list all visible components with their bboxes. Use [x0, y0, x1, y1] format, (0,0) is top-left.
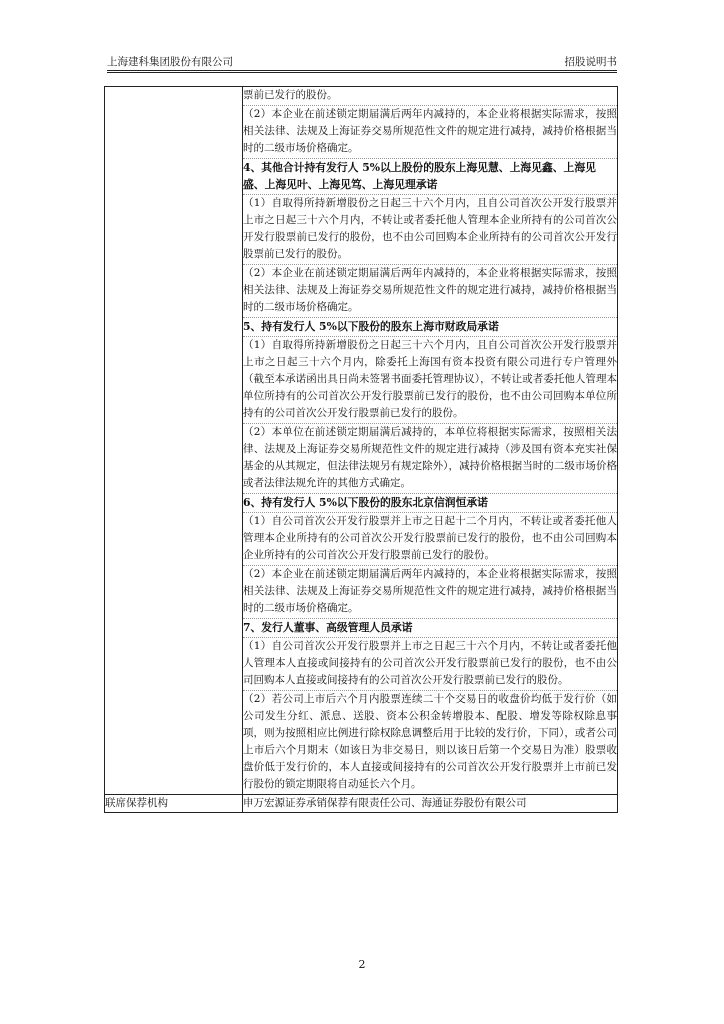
- section-heading-6: 6、持有发行人 5%以下股份的股东北京信润恒承诺: [243, 494, 617, 513]
- header-rule: [107, 72, 617, 73]
- paragraph-6-1: （1）自公司首次公开发行股票并上市之日起十二个月内，不转让或者委托他人管理本企业所持有的公司首次公开发行股票前已发行的股份，也不由公司回购本企业所持有的公司首次公开发行股票前已发行的股份。: [243, 513, 617, 566]
- section-heading-7: 7、发行人董事、高级管理人员承诺: [243, 619, 617, 638]
- paragraph-5-1: （1）自取得所持新增股份之日起三十六个月内，且自公司首次公开发行股票并上市之日起三十六个月内，除委托上海国有资本投资有限公司进行专户管理外（截至本承诺函出具日尚未签署书面委托管理协议），不转让或者委托他人管理本单位所持有的公司首次公开发行股票前已发行的股份，也不由公司回购本单位所持有的公司首次公开发行股票前已发行的股份。: [243, 337, 617, 424]
- section-heading-5: 5、持有发行人 5%以下股份的股东上海市财政局承诺: [243, 318, 617, 337]
- paragraph-7-1: （1）自公司首次公开发行股票并上市之日起三十六个月内，不转让或者委托他人管理本人直接或间接持有的公司首次公开发行股票前已发行的股份，也不由公司回购本人直接或间接持有的公司首次公开发行股票前已发行的股份。: [243, 638, 617, 691]
- paragraph-4-1: （1）自取得所持新增股份之日起三十六个月内，且自公司首次公开发行股票并上市之日起三十六个月内，不转让或者委托他人管理本企业所持有的公司首次公开发行股票前已发行的股份，也不由公司回购本企业所持有的公司首次公开发行股票前已发行的股份。: [243, 195, 617, 265]
- paragraph-continuation: 票前已发行的股份。: [243, 87, 617, 106]
- section-heading-4: 4、其他合计持有发行人 5%以上股份的股东上海见慧、上海见鑫、上海见盛、上海见叶、上海见笃、上海见理承诺: [243, 159, 617, 195]
- commitments-row: [105, 87, 618, 795]
- header-document-title: 招股说明书: [564, 56, 617, 68]
- page-header: [107, 54, 617, 71]
- sponsor-label: 联席保荐机构: [105, 795, 243, 813]
- paragraph-6-2: （2）本企业在前述锁定期届满后两年内减持的，本企业将根据实际需求，按照相关法律、法规及上海证券交易所规范性文件的规定进行减持，减持价格根据当时的二级市场价格确定。: [243, 566, 617, 619]
- row-label-empty: [105, 87, 243, 795]
- header-company-name: 上海建科集团股份有限公司: [107, 56, 233, 68]
- commitments-table: [104, 86, 618, 813]
- paragraph-7-2: （2）若公司上市后六个月内股票连续二十个交易日的收盘价均低于发行价（如公司发生分红、派息、送股、资本公积金转增股本、配股、增发等除权除息事项，则为按照相应比例进行除权除息调整后用于比较的发行价，下同），或者公司上市后六个月期末（如该日为非交易日，则以该日后第一个交易日为准）股票收盘价低于发行价的，本人直接或间接持有的公司首次公开发行股票并上市前已发行股份的锁定期限将自动延长六个月。: [243, 693, 617, 790]
- paragraph-4-2: （2）本企业在前述锁定期届满后两年内减持的，本企业将根据实际需求，按照相关法律、法规及上海证券交易所规范性文件的规定进行减持，减持价格根据当时的二级市场价格确定。: [243, 265, 617, 318]
- sponsor-row: [105, 795, 618, 813]
- paragraph-item-2: （2）本企业在前述锁定期届满后两年内减持的，本企业将根据实际需求，按照相关法律、法规及上海证券交易所规范性文件的规定进行减持，减持价格根据当时的二级市场价格确定。: [243, 106, 617, 159]
- sponsor-value: 申万宏源证券承销保荐有限责任公司、海通证券股份有限公司: [243, 795, 618, 813]
- page-number: 2: [358, 958, 366, 971]
- paragraph-5-2: （2）本单位在前述锁定期届满后减持的，本单位将根据实际需求，按照相关法律、法规及上海证券交易所规范性文件的规定进行减持（涉及国有资本充实社保基金的从其规定，但法律法规另有规定除外），减持价格根据当时的二级市场价格或者法律法规允许的其他方式确定。: [243, 424, 617, 494]
- commitments-content: [243, 87, 618, 795]
